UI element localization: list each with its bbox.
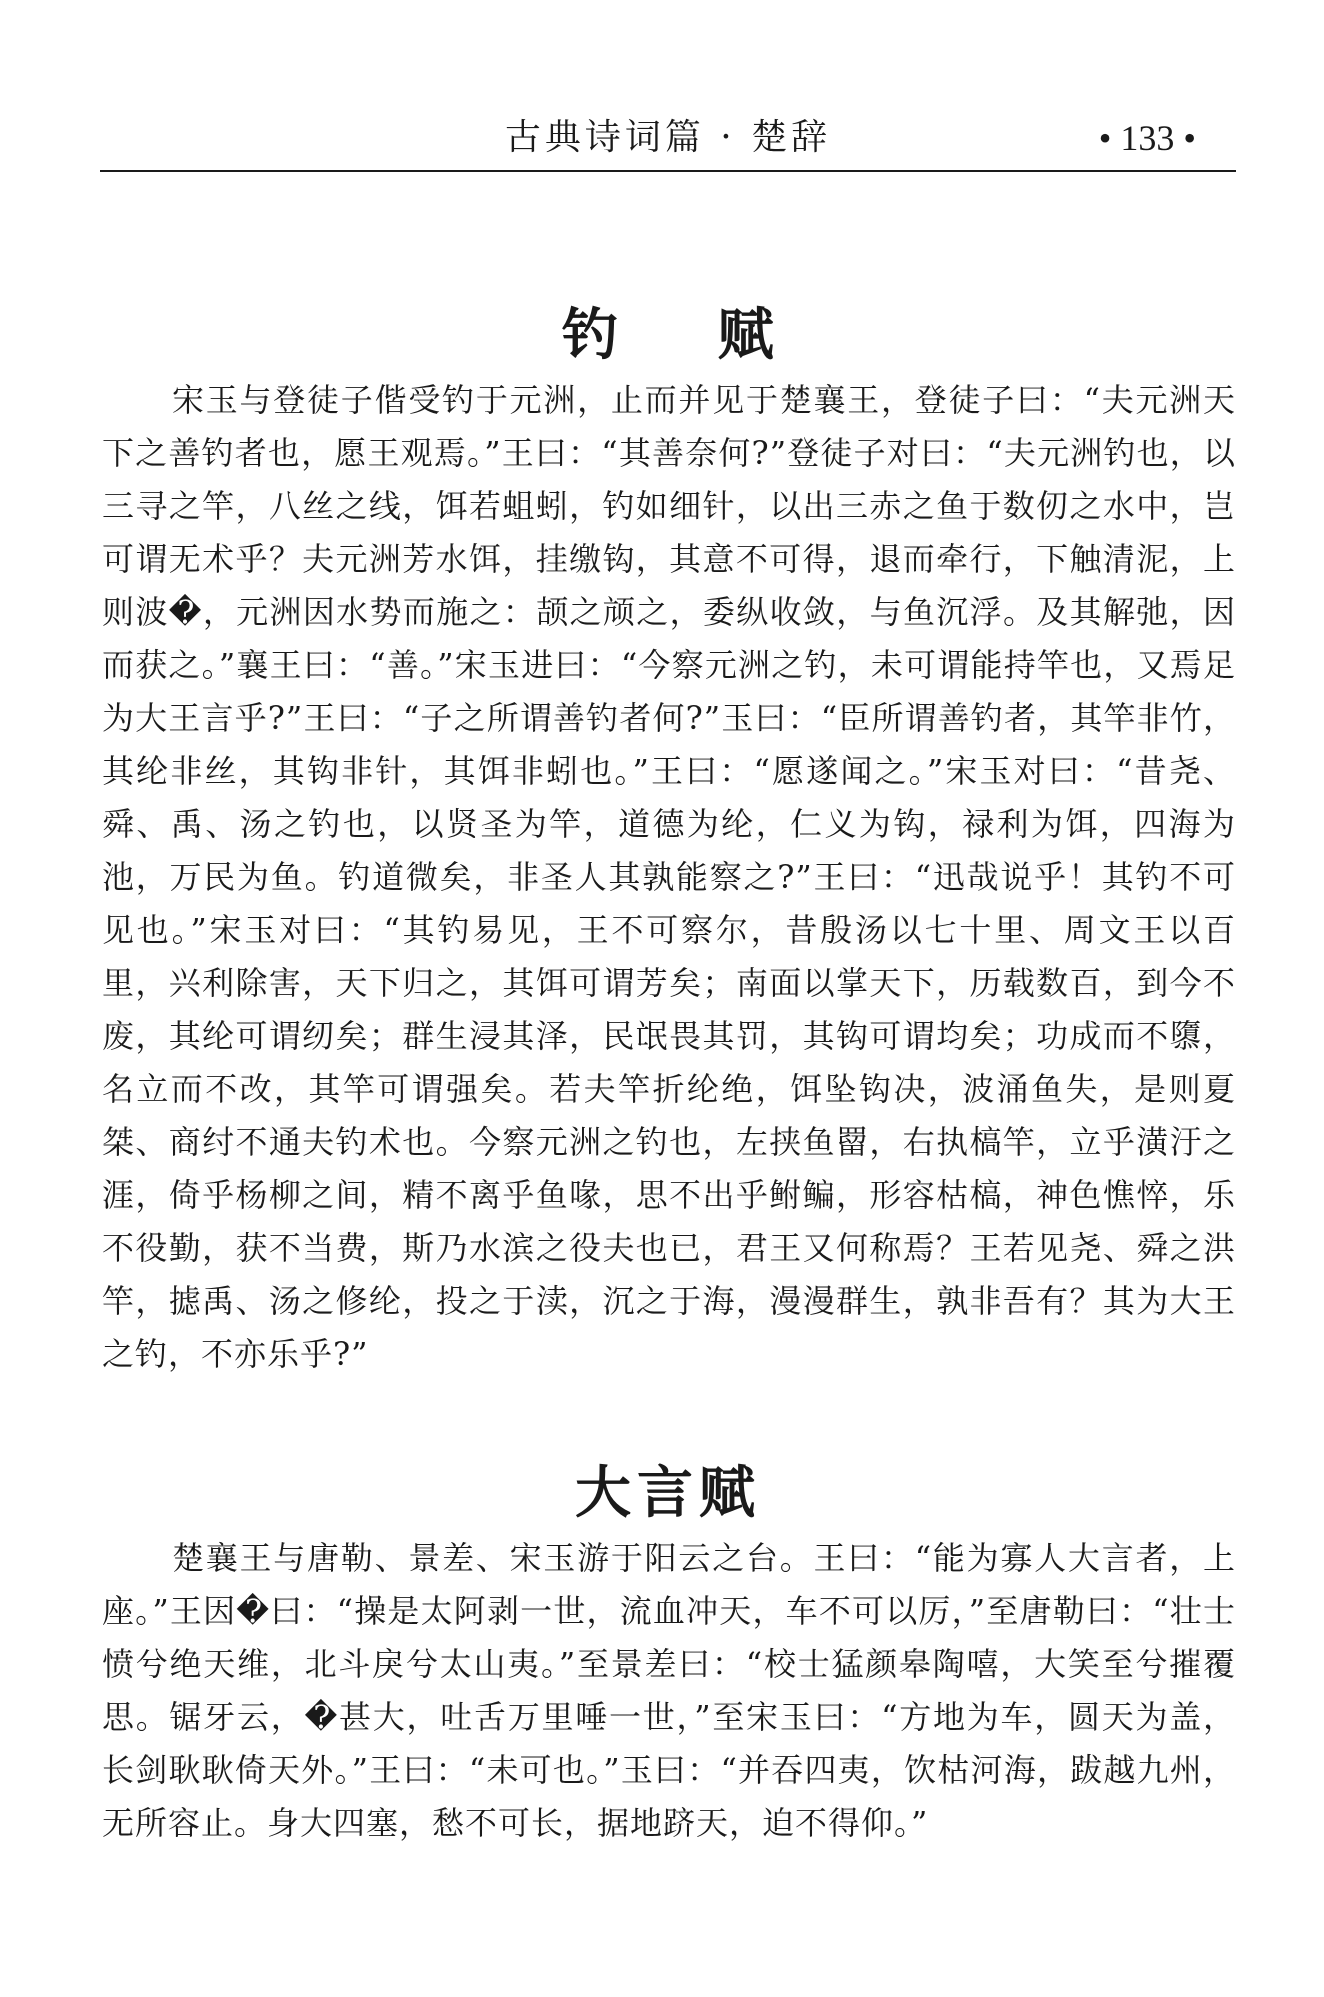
section-title-da-yan-fu: 大言赋 <box>575 1460 761 1526</box>
section-title-diao-fu: 钓 赋 <box>562 302 814 368</box>
body-paragraph: 宋玉与登徒子偕受钓于元洲，止而并见于楚襄王，登徒子曰：“夫元洲天下之善钓者也，愿王观焉。”王曰：“其善奈何?”登徒子对曰：“夫元洲钓也，以三寻之竿，八丝之线，饵若蛆蚓，钓如细针，以出三赤之鱼于数仞之水中，岂可谓无术乎？夫元洲芳水饵，挂缴钩，其意不可得，退而牵行，下触清泥，上则波�，元洲因水势而施之：颉之颃之，委纵收敛，与鱼沉浮。及其解弛，因而获之。”襄王曰：“善。”宋玉进曰：“今察元洲之钓，未可谓能持竿也，又焉足为大王言乎?”王曰：“子之所谓善钓者何?”玉曰：“臣所谓善钓者，其竿非竹，其纶非丝，其钩非针，其饵非蚓也。”王曰：“愿遂闻之。”宋玉对曰：“昔尧、舜、禹、汤之钓也，以贤圣为竿，道德为纶，仁义为钩，禄利为饵，四海为池，万民为鱼。钓道微矣，非圣人其孰能察之?”王曰：“迅哉说乎！其钓不可见也。”宋玉对曰：“其钓易见，王不可察尔，昔殷汤以七十里、周文王以百里，兴利除害，天下归之，其饵可谓芳矣；南面以掌天下，历载数百，到今不废，其纶可谓纫矣；群生浸其泽，民氓畏其罚，其钩可谓均矣；功成而不隳，名立而不改，其竿可谓强矣。若夫竿折纶绝，饵坠钩决，波涌鱼失，是则夏桀、商纣不通夫钓术也。今察元洲之钓也，左挟鱼罶，右执槁竿，立乎潢汙之涯，倚乎杨柳之间，精不离乎鱼喙，思不出乎鲋鳊，形容枯槁，神色憔悴，乐不役勤，获不当费，斯乃水滨之役夫也已，君王又何称焉？王若见尧、舜之洪竿，摅禹、汤之修纶，投之于渎，沉之于海，漫漫群生，孰非吾有？其为大王之钓，不亦乐乎?” <box>102 381 1236 1373</box>
page-number: • 133 • <box>1098 118 1196 158</box>
running-header <box>100 108 1236 168</box>
header-rule <box>100 170 1236 172</box>
body-paragraph: 楚襄王与唐勒、景差、宋玉游于阳云之台。王曰：“能为寡人大言者，上座。”王因�曰：“操是太阿剥一世，流血冲天，车不可以厉，”至唐勒曰：“壮士愤兮绝天维，北斗戾兮太山夷。”至景差曰：“校士猛颜皋陶嘻，大笑至兮摧覆思。锯牙云，�甚大，吐舌万里唾一世，”至宋玉曰：“方地为车，圆天为盖，长剑耿耿倚天外。”王曰：“未可也。”玉曰：“并吞四夷，饮枯河海，跋越九州，无所容止。身大四塞，愁不可长，据地跻天，迫不得仰。” <box>102 1539 1236 1842</box>
running-title: 古典诗词篇 · 楚辞 <box>504 117 832 158</box>
